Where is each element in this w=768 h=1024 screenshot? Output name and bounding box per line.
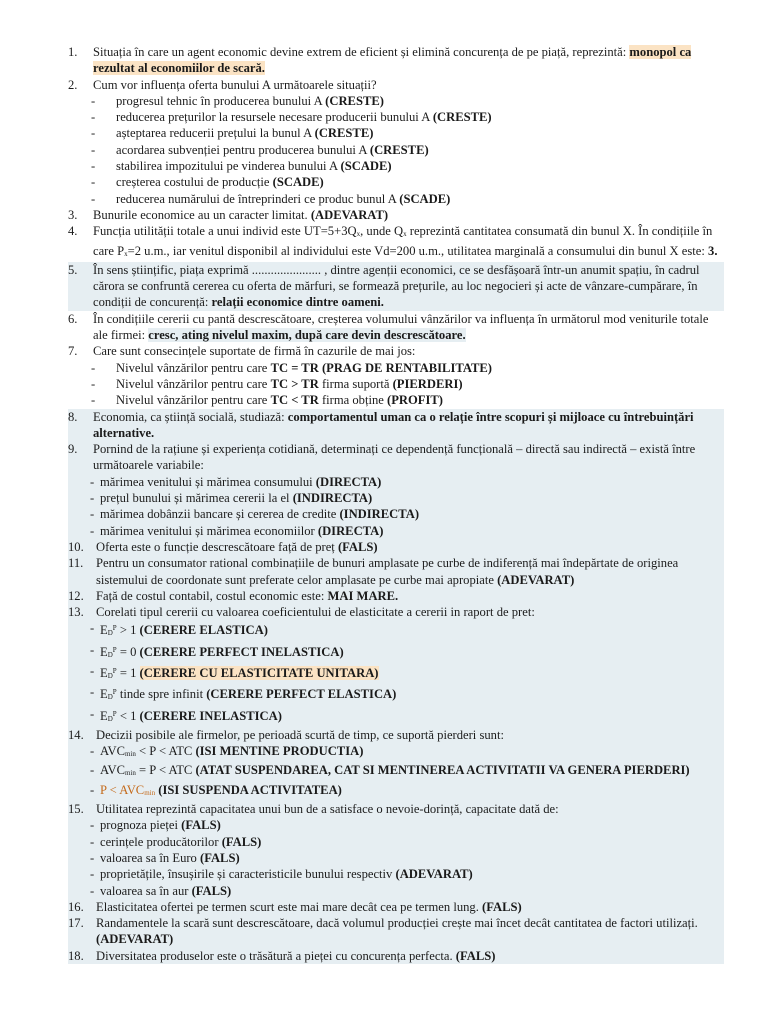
question-number: 3. <box>68 207 78 222</box>
question-text: Cum vor influența oferta bunului A următoarele situații? <box>93 77 377 92</box>
list-item: - mărimea venitului și mărimea consumului (DIRECTA) <box>90 474 382 489</box>
answer: (CRESTE) <box>369 142 429 157</box>
question-text: Pornind de la rațiune și experiența cotidiană, determinați ce dependență funcțională – directă sau indirectă – există între următoarele variabile: <box>93 442 696 473</box>
list-item: - reducerea numărului de întreprinderi ce produc bunul A (SCADE) <box>91 191 451 206</box>
list-item: - Nivelul vânzărilor pentru care TC > TR firma suportă (PIERDERI) <box>91 376 463 391</box>
question-number: 9. <box>68 442 78 457</box>
subscript: D <box>107 650 113 659</box>
question-text: Care sunt consecințele suportate de firmă în cazurile de mai jos: <box>93 344 416 359</box>
item-text: Nivelul vânzărilor pentru care <box>116 376 271 391</box>
answer: (FALS) <box>191 883 232 898</box>
list-item: - acordarea subvenției pentru producerea bunului A (CRESTE) <box>91 142 429 157</box>
answer: (CERERE PERFECT ELASTICA) <box>206 687 397 702</box>
question-text: Corelati tipul cererii cu valoarea coeficientului de elasticitate a cererii in raport de pret: <box>96 605 535 620</box>
answer: (ADEVARAT) <box>310 207 389 222</box>
question-text: Pentru un consumator rational combinațiile de bunuri amplasate pe curbe de indiferență mai îndepărtate de originea sistemului de coordonate sunt preferate celor amplasate pe curbe mai apropiate <box>96 556 679 587</box>
item-text: reducerea prețurilor la resursele necesare producerii bunului A <box>116 110 433 125</box>
item-text: < P < ATC <box>135 744 196 759</box>
question-number: 1. <box>68 45 78 59</box>
question-18 <box>68 948 724 964</box>
answer: relații economice dintre oameni. <box>211 295 384 310</box>
answer: (INDIRECTA) <box>292 491 373 506</box>
question-11 <box>68 555 724 588</box>
question-9 <box>68 441 724 474</box>
question-number: 17. <box>68 916 84 931</box>
answer: (CRESTE) <box>432 110 492 125</box>
answer: (FALS) <box>181 818 221 833</box>
answer: (PROFIT) <box>387 393 443 408</box>
answer: (ADEVARAT) <box>497 572 575 587</box>
question-9-block <box>68 441 724 964</box>
answer: (DIRECTA) <box>315 474 382 489</box>
item-text: valoarea sa în aur <box>100 883 192 898</box>
answer: (ISI SUSPENDA ACTIVITATEA) <box>158 782 342 797</box>
question-number: 14. <box>68 727 84 742</box>
subscript: D <box>107 714 113 723</box>
list-item: - mărimea venitului și mărimea economiilor (DIRECTA) <box>90 523 384 538</box>
superscript: P <box>112 666 117 675</box>
answer: comportamentul uman ca o relație între scopuri și mijloace cu întrebuințări alternative. <box>93 409 694 440</box>
question-text <box>93 223 724 262</box>
answer: (SCADE) <box>340 159 392 174</box>
item-text: mărimea dobânzii bancare și cererea de credite <box>100 507 340 522</box>
subscript: x <box>403 230 407 239</box>
question-1 <box>68 44 724 77</box>
list-item: - valoarea sa în Euro (FALS) <box>90 850 240 865</box>
list-item: - valoarea sa în aur (FALS) <box>90 883 232 898</box>
question-text: Bunurile economice au un caracter limitat. <box>93 207 311 222</box>
question-8 <box>68 409 724 442</box>
item-text: = P < ATC <box>135 763 196 778</box>
question-6 <box>68 311 724 344</box>
superscript: P <box>112 709 117 718</box>
answer: TC < TR <box>270 393 319 408</box>
question-number: 7. <box>68 344 78 359</box>
answer: TC > TR <box>270 376 319 391</box>
list-item: - proprietățile, însușirile și caracteristicile bunului respectiv (ADEVARAT) <box>90 867 473 882</box>
item-text: < 1 <box>116 708 140 723</box>
question-number: 18. <box>68 948 84 963</box>
question-number: 16. <box>68 899 84 914</box>
elasticity-symbol: E <box>100 644 108 659</box>
list-item: - progresul tehnic în producerea bunului A (CRESTE) <box>91 93 384 108</box>
item-text: tinde spre infinit <box>116 687 207 702</box>
question-text: În condițiile cererii cu pantă descrescătoare, creșterea volumului vânzărilor va influența în următorul mod veniturile totale ale firmei: <box>93 311 709 343</box>
item-text: > 1 <box>116 623 140 638</box>
item-text: = 1 <box>116 665 140 680</box>
item-text: AVC <box>100 763 125 778</box>
list-item: - reducerea prețurilor la resursele necesare producerii bunului A (CRESTE) <box>91 110 492 125</box>
question-number: 12. <box>68 588 84 603</box>
item-text: proprietățile, însușirile și caracteristicile bunului respectiv <box>100 867 396 882</box>
list-item: - P < AVCmin (ISI SUSPENDA ACTIVITATEA) <box>90 782 342 797</box>
list-item: - $ED^P$ tinde spre infinit (CERERE PERFECT ELASTICA) <box>90 685 397 702</box>
question-5 <box>68 262 724 311</box>
question-text: Elasticitatea ofertei pe termen scurt este mai mare decât cea pe termen lung. <box>96 899 483 914</box>
elasticity-symbol: E <box>100 665 108 680</box>
subscript: min <box>144 788 156 797</box>
question-12 <box>68 588 724 604</box>
list-item: - AVCmin = P < ATC (ATAT SUSPENDAREA, CAT SI MENTINEREA ACTIVITATII VA GENERA PIERDERI) <box>90 763 690 778</box>
question-14 <box>68 727 724 743</box>
item-text: valoarea sa în Euro <box>100 850 201 865</box>
item-text: AVC <box>100 744 125 759</box>
answer: MAI MARE. <box>327 588 399 603</box>
answer: (ISI MENTINE PRODUCTIA) <box>195 744 364 759</box>
answer: (SCADE) <box>272 175 324 190</box>
question-16 <box>68 899 724 915</box>
list-item: - $ED^P < 1$ (CERERE INELASTICA) <box>90 706 282 723</box>
superscript: P <box>112 688 117 697</box>
superscript: P <box>112 645 117 654</box>
question-15 <box>68 801 724 817</box>
text-part: =2 u.m., iar venitul disponibil al individului este Vd=200 u.m., utilitatea marginală a consumului din bunul X este: <box>127 243 709 258</box>
answer: TC = TR (PRAG DE RENTABILITATE) <box>270 360 492 375</box>
item-text: așteptarea reducerii prețului la bunul A <box>116 126 315 141</box>
item-text: firma obține <box>318 393 388 408</box>
answer: (CRESTE) <box>325 93 384 108</box>
answer: (INDIRECTA) <box>339 507 420 522</box>
item-text: Nivelul vânzărilor pentru care <box>116 393 271 408</box>
question-text: În sens științific, piața exprimă ...................... , dintre agenții economici, ce se desfășoară într-un anumit spațiu, în cadrul cărora se confruntă cererea cu oferta de mărfuri, se formează prețurile, au loc negocieri și acte de vânzare-cumpărare, în condiții de concurență: <box>93 262 700 310</box>
item-text: = 0 <box>116 644 140 659</box>
subscript: x <box>356 230 361 239</box>
question-text: Oferta este o funcție descrescătoare față de preț <box>96 539 338 554</box>
item-text: stabilirea impozitului pe vinderea bunului A <box>116 159 341 174</box>
subscript: D <box>107 693 113 702</box>
question-number: 4. <box>68 224 78 239</box>
list-item: - mărimea dobânzii bancare și cererea de credite (INDIRECTA) <box>90 507 420 522</box>
question-4 <box>68 223 724 262</box>
text-part: Funcția utilității totale a unui individ este UT=5+3Q <box>93 224 357 239</box>
elasticity-symbol: E <box>100 623 108 638</box>
list-item: - stabilirea impozitului pe vinderea bunului A (SCADE) <box>91 159 392 174</box>
list-item: - prețul bunului și mărimea cererii la el (INDIRECTA) <box>90 491 373 506</box>
question-text: Față de costul contabil, costul economic este: <box>96 588 328 603</box>
subscript: min <box>124 750 136 759</box>
item-text: prognoza pieței <box>100 818 182 833</box>
item-text: prețul bunului și mărimea cererii la el <box>100 491 293 506</box>
list-item: - Nivelul vânzărilor pentru care TC = TR (PRAG DE RENTABILITATE) <box>91 360 492 375</box>
item-text: mărimea venitului și mărimea economiilor <box>100 523 318 538</box>
list-item: - $ED^P = 0$ (CERERE PERFECT INELASTICA) <box>90 642 344 659</box>
question-number: 2. <box>68 77 78 92</box>
answer: monopol ca rezultat al economiilor de scară. <box>93 45 692 76</box>
text-part: reprezintă cantitatea consumată din bunul X. În condițiile în care P <box>93 224 713 258</box>
list-item: - așteptarea reducerii prețului la bunul A (CRESTE) <box>91 126 374 141</box>
question-number: 11. <box>68 556 84 571</box>
question-10 <box>68 539 724 555</box>
answer: (CERERE ELASTICA) <box>139 623 268 638</box>
elasticity-symbol: E <box>100 708 108 723</box>
subscript: D <box>107 671 113 680</box>
question-number: 13. <box>68 605 84 620</box>
question-17 <box>68 915 724 948</box>
answer: (FALS) <box>337 539 378 554</box>
answer: (DIRECTA) <box>317 523 384 538</box>
answer: (PIERDERI) <box>392 376 463 391</box>
document-body <box>68 44 724 964</box>
answer: (ATAT SUSPENDAREA, CAT SI MENTINEREA ACTIVITATII VA GENERA PIERDERI) <box>195 763 690 778</box>
answer: (FALS) <box>221 834 262 849</box>
list-item: - $ED^P > 1$ (CERERE ELASTICA) <box>90 621 268 638</box>
answer: (ADEVARAT) <box>395 867 473 882</box>
item-text: mărimea venitului și mărimea consumului <box>100 474 316 489</box>
answer: (FALS) <box>200 850 240 865</box>
question-3 <box>68 207 724 223</box>
answer: (CERERE PERFECT INELASTICA) <box>139 644 344 659</box>
answer: (FALS) <box>482 899 522 914</box>
item-text: creșterea costului de producție <box>116 175 273 190</box>
question-text: Economia, ca știință socială, studiază: <box>93 409 288 424</box>
question-number: 5. <box>68 262 78 277</box>
question-text: Situația în care un agent economic devine extrem de eficient și elimină concurența de pe piață, reprezintă: <box>93 45 630 59</box>
question-number: 10. <box>68 539 84 554</box>
list-item: - cerințele producătorilor (FALS) <box>90 834 262 849</box>
answer: (CRESTE) <box>314 126 374 141</box>
item-text: firma suportă <box>318 376 393 391</box>
question-number: 8. <box>68 409 78 424</box>
question-2 <box>68 77 724 93</box>
list-item: - prognoza pieței (FALS) <box>90 818 221 833</box>
question-number: 15. <box>68 802 84 817</box>
item-text: cerințele producătorilor <box>100 834 222 849</box>
subscript: min <box>124 769 136 778</box>
list-item: - AVCmin < P < ATC (ISI MENTINE PRODUCTIA) <box>90 744 364 759</box>
question-13 <box>68 604 724 620</box>
answer: (FALS) <box>455 948 496 963</box>
list-item: - creșterea costului de producție (SCADE) <box>91 175 324 190</box>
item-text: P < AVC <box>100 782 145 797</box>
elasticity-symbol: E <box>100 687 108 702</box>
question-number: 6. <box>68 311 78 326</box>
answer: cresc, ating nivelul maxim, după care devin descrescătoare. <box>148 328 466 343</box>
answer: (ADEVARAT) <box>96 932 174 947</box>
answer: 3. <box>708 243 718 258</box>
question-7 <box>68 343 724 359</box>
list-item: - Nivelul vânzărilor pentru care TC < TR firma obține (PROFIT) <box>91 393 443 408</box>
subscript: D <box>107 629 113 638</box>
question-text: Decizii posibile ale firmelor, pe perioadă scurtă de timp, ce suportă pierderi sunt: <box>96 727 504 742</box>
question-text: Randamentele la scară sunt descrescătoare, dacă volumul producției crește mai încet decât cantitatea de factori utilizați. <box>96 916 698 931</box>
item-text: Nivelul vânzărilor pentru care <box>116 360 271 375</box>
item-text: reducerea numărului de întreprinderi ce produc bunul A <box>116 191 400 206</box>
question-text: Diversitatea produselor este o trăsătură a pieței cu concurența perfecta. <box>96 948 456 963</box>
text-part: , unde Q <box>360 224 404 239</box>
item-text: progresul tehnic în producerea bunului A <box>116 93 326 108</box>
answer: (SCADE) <box>399 191 451 206</box>
item-text: acordarea subvenției pentru producerea bunului A <box>116 142 370 157</box>
list-item: - $ED^P = 1$ (CERERE CU ELASTICITATE UNITARA) <box>90 663 379 680</box>
answer: (CERERE CU ELASTICITATE UNITARA) <box>139 665 379 680</box>
question-text: Utilitatea reprezintă capacitatea unui bun de a satisface o nevoie-dorință, capacitate dată de: <box>96 802 559 817</box>
subscript: x <box>124 249 128 258</box>
superscript: P <box>112 624 117 633</box>
answer: (CERERE INELASTICA) <box>139 708 282 723</box>
